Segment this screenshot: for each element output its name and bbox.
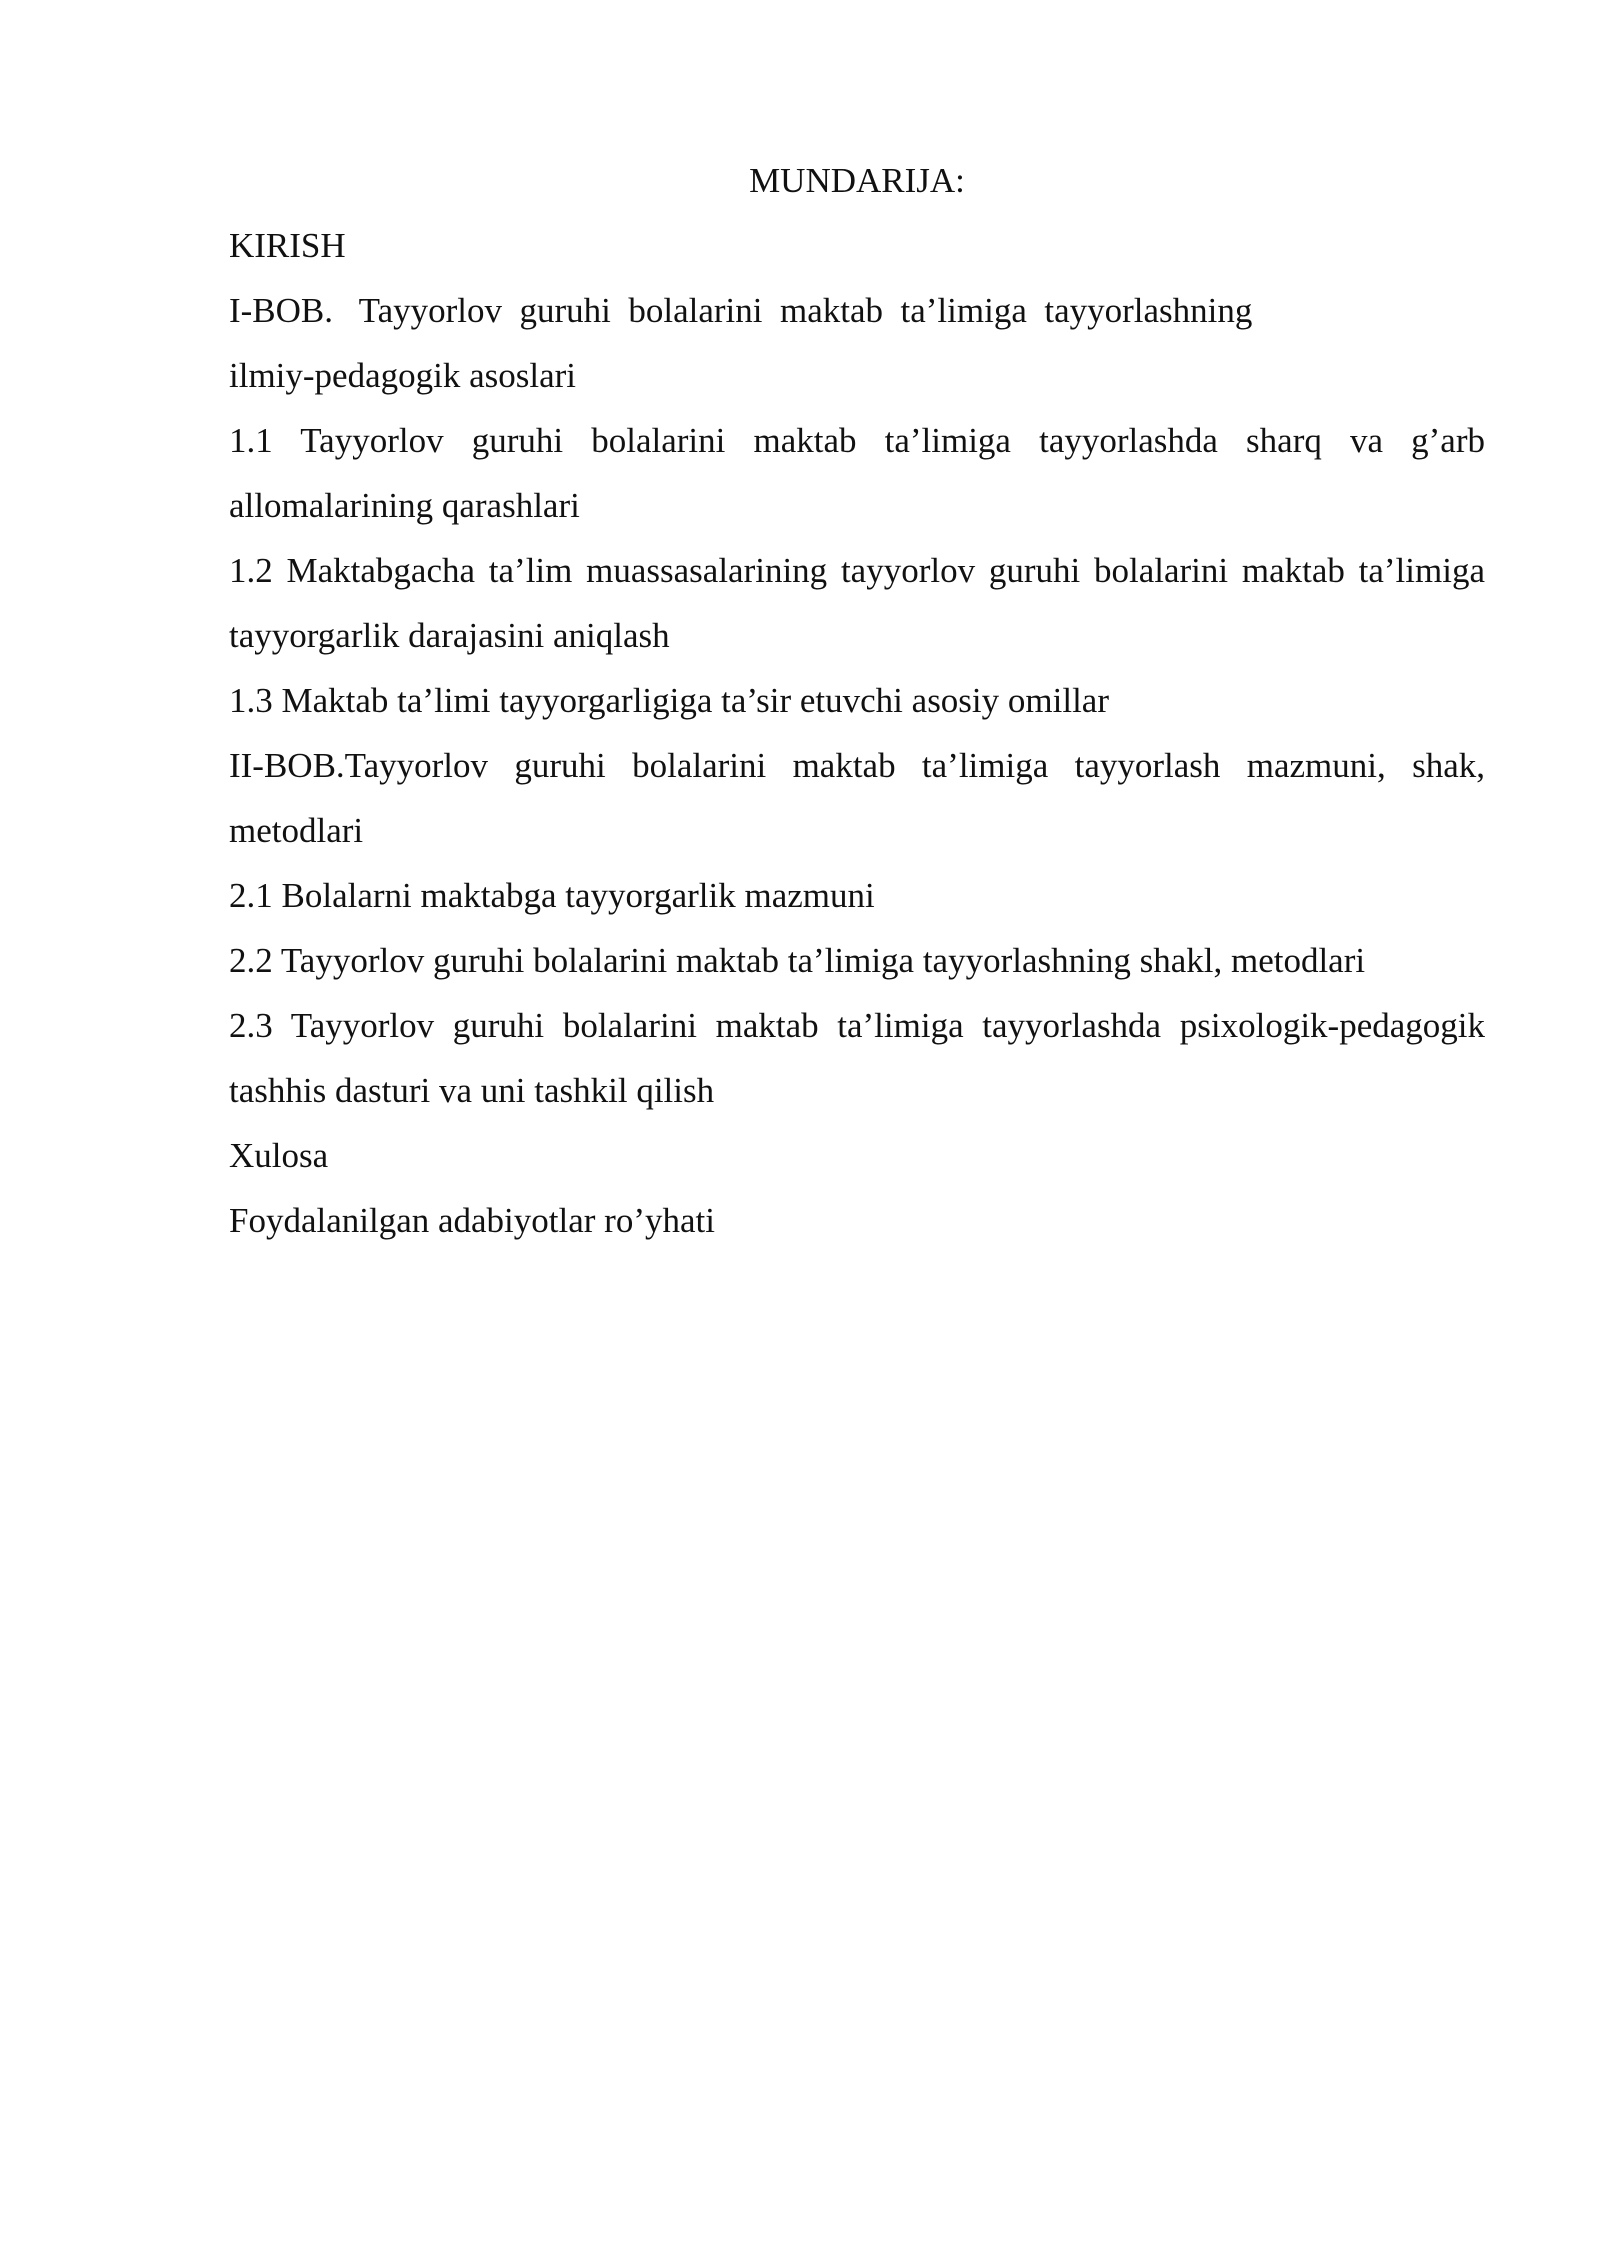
toc-item-chapter-1: I-BOB. Tayyorlov guruhi bolalarini maktab ta’limiga tayyorlashning	[229, 291, 1253, 330]
toc-item-xulosa: Xulosa	[229, 1136, 329, 1175]
toc-item-2-2: 2.2 Tayyorlov guruhi bolalarini maktab ta’limiga tayyorlashning shakl, metodlari	[229, 941, 1366, 980]
toc-item-2-3: 2.3 Tayyorlov guruhi bolalarini maktab ta’limiga tayyorlashda psixologik-pedagogik tashhis dasturi va uni tashkil qilish	[229, 1006, 1485, 1110]
toc-item-chapter-1-continued: ilmiy-pedagogik asoslari	[229, 356, 577, 395]
page-title: MUNDARIJA:	[749, 161, 965, 200]
table-of-contents	[229, 148, 1485, 1253]
toc-item-1-1: 1.1 Tayyorlov guruhi bolalarini maktab ta’limiga tayyorlashda sharq va g’arb allomalarining qarashlari	[229, 421, 1485, 525]
toc-item-chapter-2: II-BOB.Tayyorlov guruhi bolalarini maktab ta’limiga tayyorlash mazmuni, shak, metodlari	[229, 746, 1485, 850]
toc-item-bibliography: Foydalanilgan adabiyotlar ro’yhati	[229, 1201, 715, 1240]
toc-item-1-3: 1.3 Maktab ta’limi tayyorgarligiga ta’sir etuvchi asosiy omillar	[229, 681, 1109, 720]
toc-item-2-1: 2.1 Bolalarni maktabga tayyorgarlik mazmuni	[229, 876, 875, 915]
toc-item-1-2: 1.2 Maktabgacha ta’lim muassasalarining tayyorlov guruhi bolalarini maktab ta’limiga tayyorgarlik darajasini aniqlash	[229, 551, 1485, 655]
toc-item-kirish: KIRISH	[229, 226, 346, 265]
